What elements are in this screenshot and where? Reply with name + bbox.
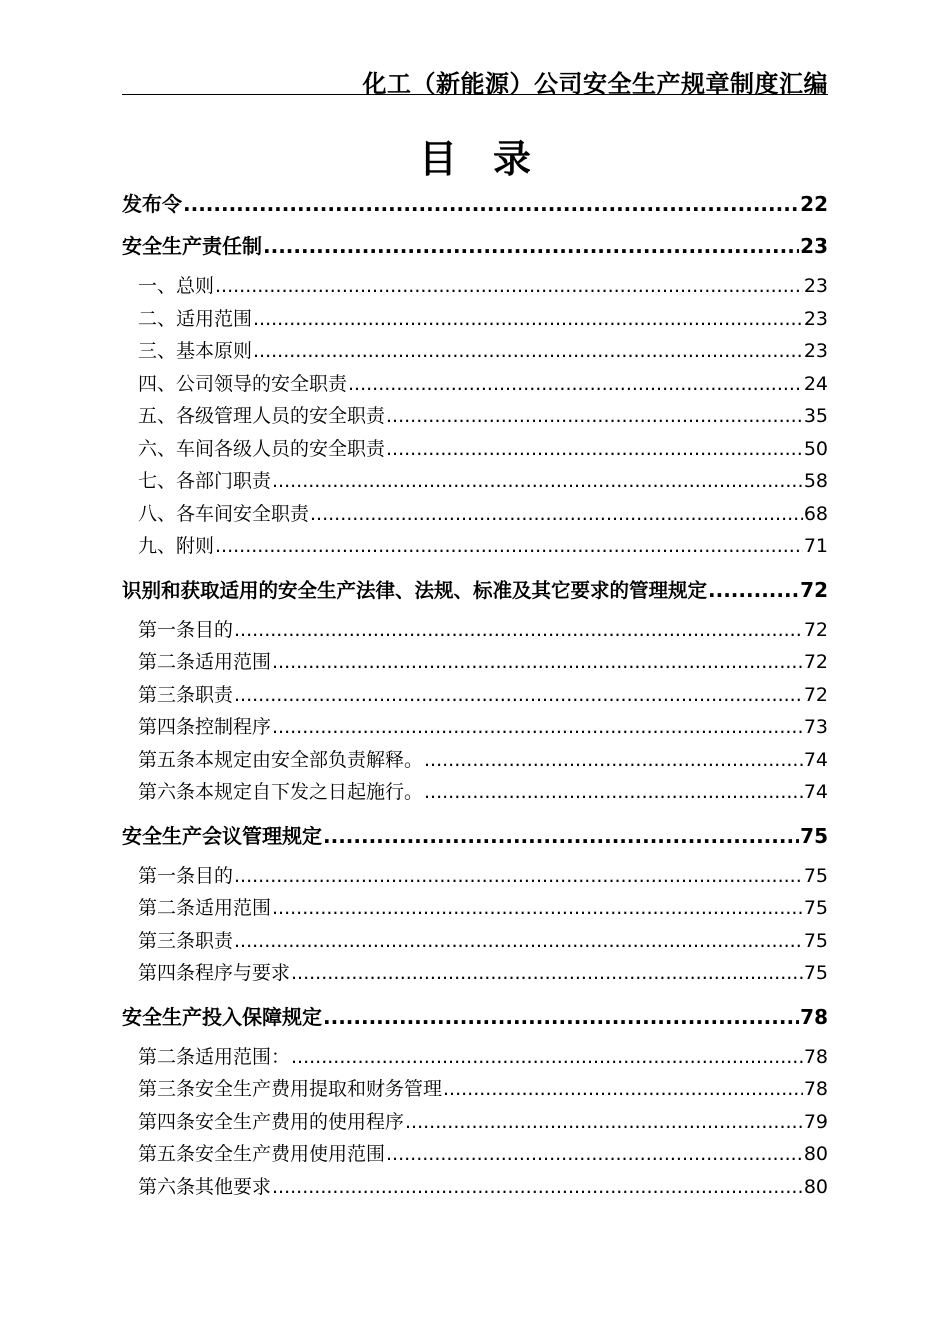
- dot-leader: [272, 465, 803, 498]
- dot-leader: [234, 614, 803, 647]
- toc-entry-sub[interactable]: [122, 433, 828, 466]
- toc-entry-top[interactable]: [122, 572, 828, 614]
- toc-entry-sub[interactable]: [122, 303, 828, 336]
- toc-entry-top[interactable]: [122, 999, 828, 1041]
- toc-entry-page: 50: [803, 437, 828, 460]
- toc-entry-page: 74: [803, 781, 828, 803]
- dot-leader: [253, 303, 803, 336]
- toc-entry-title: 发布令: [122, 192, 182, 216]
- toc-entry-sub[interactable]: [122, 368, 828, 401]
- toc-entry-sub[interactable]: [122, 679, 828, 712]
- toc-entry-page: 78: [803, 1078, 828, 1100]
- dot-leader: [386, 433, 803, 466]
- dot-leader: [323, 818, 799, 854]
- toc-entry-title: 第六条其他要求: [138, 1175, 272, 1198]
- toc-entry-sub[interactable]: [122, 711, 828, 744]
- toc-entry-page: 23: [800, 234, 828, 258]
- toc-entry-sub[interactable]: [122, 270, 828, 303]
- toc-entry-title: 二、适用范围: [138, 307, 253, 330]
- toc-entry-page: 73: [803, 716, 828, 738]
- dot-leader: [443, 1073, 803, 1106]
- toc-entry-page: 78: [800, 1004, 828, 1029]
- toc-entry-title: 第二条适用范围：: [138, 1045, 291, 1068]
- running-header-title: 化工（新能源）公司安全生产规章制度汇编: [362, 70, 828, 98]
- toc-entry-title: 四、公司领导的安全职责: [138, 372, 348, 395]
- toc-entry-sub[interactable]: [122, 335, 828, 368]
- dot-leader: [253, 335, 803, 368]
- dot-leader: [272, 646, 803, 679]
- toc-entry-page: 75: [800, 823, 828, 848]
- toc-entry-page: 68: [803, 502, 828, 525]
- toc-entry-sub[interactable]: [122, 498, 828, 531]
- toc-entry-page: 71: [803, 535, 828, 557]
- toc-subentries: [122, 860, 828, 990]
- toc-entry-sub[interactable]: [122, 1138, 828, 1171]
- dot-leader: [215, 530, 803, 563]
- toc-entry-title: 一、总则: [138, 275, 215, 297]
- toc-entry-title: 安全生产责任制: [122, 234, 262, 258]
- toc-entry-title: 第三条职责: [138, 683, 234, 706]
- toc-entry-page: 22: [800, 192, 828, 216]
- toc-entry-title: 六、车间各级人员的安全职责: [138, 437, 386, 460]
- toc-section: [122, 186, 828, 228]
- dot-leader: [272, 892, 803, 925]
- toc-entry-sub[interactable]: [122, 744, 828, 777]
- toc-entry-title: 第三条职责: [138, 929, 234, 952]
- toc-section: [122, 228, 828, 563]
- toc-entry-page: 72: [803, 683, 828, 706]
- toc-entry-sub[interactable]: [122, 1171, 828, 1204]
- dot-leader: [272, 1171, 803, 1204]
- toc-entry-title: 第三条安全生产费用提取和财务管理: [138, 1078, 443, 1100]
- toc-entry-title: 安全生产会议管理规定: [122, 823, 322, 848]
- toc-entry-title: 第四条控制程序: [138, 716, 272, 738]
- dot-leader: [215, 270, 803, 303]
- toc-entry-sub[interactable]: [122, 614, 828, 647]
- dot-leader: [386, 1138, 803, 1171]
- toc-entry-sub[interactable]: [122, 1041, 828, 1074]
- toc-entry-page: 35: [803, 405, 828, 427]
- toc-entry-page: 23: [803, 307, 828, 330]
- toc-subentries: [122, 1041, 828, 1204]
- toc-section: [122, 999, 828, 1204]
- toc-entry-sub[interactable]: [122, 646, 828, 679]
- toc-entry-sub[interactable]: [122, 776, 828, 809]
- toc-entry-sub[interactable]: [122, 925, 828, 958]
- dot-leader: [263, 228, 799, 264]
- toc-entry-page: 80: [803, 1143, 828, 1165]
- header-divider: [122, 94, 828, 95]
- toc-entry-sub[interactable]: [122, 860, 828, 893]
- dot-leader: [348, 368, 803, 401]
- dot-leader: [424, 776, 803, 809]
- dot-leader: [234, 860, 803, 893]
- toc-subentries: [122, 614, 828, 809]
- toc-entry-sub[interactable]: [122, 1106, 828, 1139]
- toc-entry-top[interactable]: [122, 186, 828, 228]
- dot-leader: [291, 1041, 803, 1074]
- toc-entry-page: 78: [803, 1045, 828, 1068]
- toc-entry-sub[interactable]: [122, 530, 828, 563]
- dot-leader: [424, 744, 803, 777]
- toc-entry-page: 24: [803, 372, 828, 395]
- toc-entry-sub[interactable]: [122, 400, 828, 433]
- toc-entry-title: 七、各部门职责: [138, 470, 272, 492]
- toc-entry-page: 72: [803, 651, 828, 673]
- toc-entry-page: 58: [803, 470, 828, 492]
- dot-leader: [405, 1106, 803, 1139]
- toc-entry-page: 75: [803, 897, 828, 919]
- toc-entry-page: 72: [803, 618, 828, 641]
- toc-entry-title: 三、基本原则: [138, 340, 253, 362]
- toc-entry-sub[interactable]: [122, 465, 828, 498]
- toc-entry-page: 23: [803, 340, 828, 362]
- dot-leader: [291, 957, 803, 990]
- dot-leader: [708, 572, 799, 608]
- toc-entry-title: 第六条本规定自下发之日起施行。: [138, 781, 424, 803]
- toc-entry-page: 75: [803, 864, 828, 887]
- toc-entry-page: 75: [803, 929, 828, 952]
- toc-entry-title: 第四条程序与要求: [138, 962, 291, 984]
- toc-entry-title: 安全生产投入保障规定: [122, 1004, 322, 1029]
- toc-section: [122, 572, 828, 809]
- dot-leader: [323, 999, 799, 1035]
- toc-entry-sub[interactable]: [122, 892, 828, 925]
- toc-entry-page: 74: [803, 748, 828, 771]
- toc-entry-title: 五、各级管理人员的安全职责: [138, 405, 386, 427]
- toc-entry-title: 八、各车间安全职责: [138, 502, 310, 525]
- toc-entry-title: 第五条安全生产费用使用范围: [138, 1143, 386, 1165]
- toc-entry-page: 79: [803, 1110, 828, 1133]
- toc-entry-page: 72: [800, 577, 828, 602]
- toc-entry-top[interactable]: [122, 228, 828, 270]
- toc-heading: 目录: [418, 137, 567, 181]
- dot-leader: [272, 711, 803, 744]
- dot-leader: [234, 679, 803, 712]
- toc-entry-page: 80: [803, 1175, 828, 1198]
- dot-leader: [183, 186, 799, 222]
- dot-leader: [234, 925, 803, 958]
- toc-entry-title: 九、附则: [138, 535, 215, 557]
- toc-entry-sub[interactable]: [122, 957, 828, 990]
- toc-entry-title: 第二条适用范围: [138, 897, 272, 919]
- toc-section: [122, 818, 828, 990]
- toc-entry-title: 第一条目的: [138, 864, 234, 887]
- toc-entry-title: 第四条安全生产费用的使用程序: [138, 1110, 405, 1133]
- toc-entry-title: 第五条本规定由安全部负责解释。: [138, 748, 424, 771]
- toc-entry-page: 23: [803, 275, 828, 297]
- dot-leader: [310, 498, 803, 531]
- toc-entry-top[interactable]: [122, 818, 828, 860]
- dot-leader: [386, 400, 803, 433]
- toc-subentries: [122, 270, 828, 563]
- toc-entry-title: 识别和获取适用的安全生产法律、法规、标准及其它要求的管理规定: [122, 578, 708, 602]
- toc-entry-sub[interactable]: [122, 1073, 828, 1106]
- table-of-contents: [122, 186, 828, 1212]
- toc-entry-title: 第一条目的: [138, 618, 234, 641]
- toc-entry-title: 第二条适用范围: [138, 651, 272, 673]
- toc-entry-page: 75: [803, 962, 828, 984]
